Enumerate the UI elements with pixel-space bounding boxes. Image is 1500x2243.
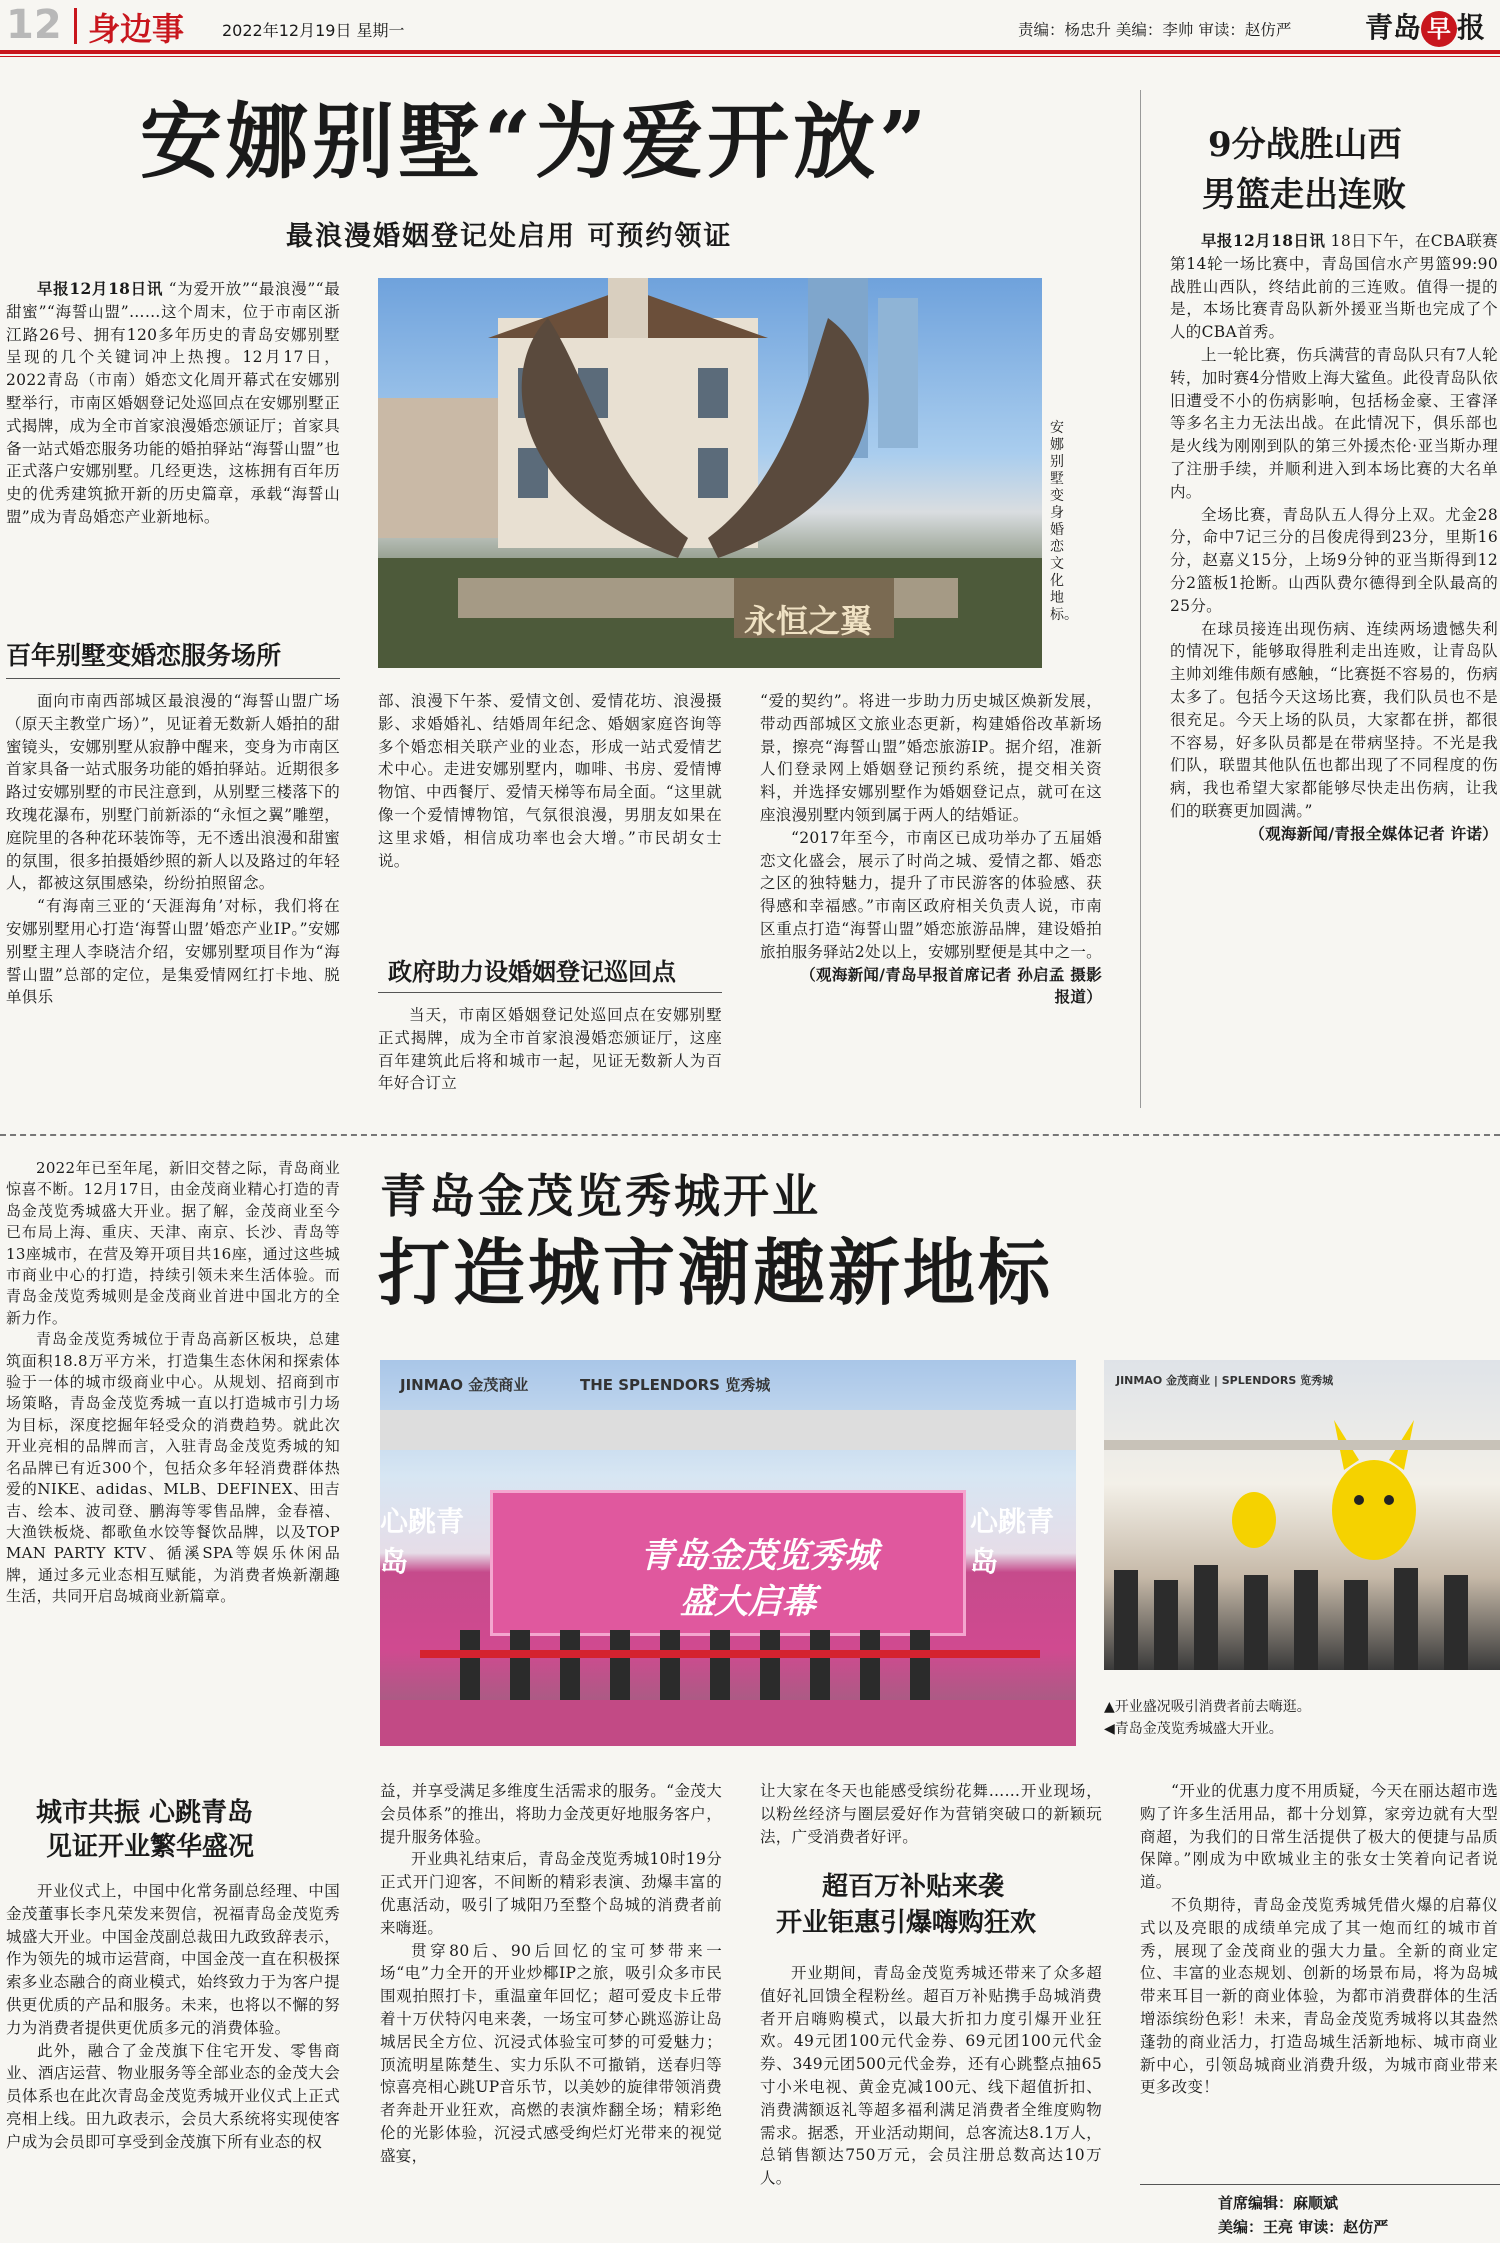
- header-rule: [0, 50, 1500, 54]
- newspaper-logo: 青岛 早 报: [1365, 6, 1485, 47]
- mall-crowd-illustration: [1104, 1360, 1500, 1670]
- basketball-article: 早报12月18日讯 18日下午，在CBA联赛第14轮一场比赛中，青岛国信水产男篮99:90战胜山西队，终结此前的三连败。值得一提的是，本场比赛青岛队新外援亚当斯也完成了个人的CBA首秀。 上一轮比赛，伤兵满营的青岛队只有7人轮转，加时赛4分惜败上海大鲨鱼。此役青岛队依旧遭受不小的伤病影响，包括杨金豪、王睿泽等多名主力无法出战。在此情况下，俱乐部也是火线为刚刚到队的第三外援杰伦·亚当斯办理了注册手续，并顺利进入到本场比赛的大名单内。 全场比赛，青岛队五人得分上双。尤金28分，命中7记三分的吕俊虎得到23分，里斯16分，赵嘉义15分，上场9分钟的亚当斯得到12分2篮板1抢断。山西队费尔德得到全队最高的25分。 在球员接连出现伤病、连续两场遗憾失利的情况下，能够取得胜利走出连败，让青岛队主帅刘维伟颇有感触，“比赛挺不容易的，伤病太多了。包括今天这场比赛，我们队员也不是很充足。今天上场的队员，大家都在拼，都很不容易，好多队员都是在带病坚持。不光是我们队，联盟其他队伍也都出现了不同程度的伤病，我也希望大家都能够尽快走出伤病，让我们的联赛更加圆满。” （观海新闻/青报全媒体记者 许诺）: [1170, 230, 1498, 1106]
- jinmao-col2: 益，并享受满足多维度生活需求的服务。“金茂大会员体系”的推出，将助力金茂更好地服务客户，提升服务体验。 开业典礼结束后，青岛金茂览秀城10时19分正式开门迎客，不间断的精彩表演、劲爆丰富的优惠活动，吸引了城阳乃至整个岛城的消费者前来嗨逛。 贯穿80后、90后回忆的宝可梦带来一场“电”力全开的开业炒椰IP之旅，吸引众多市民围观拍照打卡，重温童年回忆；超可爱皮卡丘带着十万伏特闪电来袭，一场宝可梦心跳巡游让岛城居民全方位、沉浸式体验宝可梦的可爱魅力；顶流明星陈楚生、实力乐队不可撤销，送春归等惊喜亮相心跳UP音乐节，以美妙的旋律带领消费者奔赴开业狂欢，高燃的表演炸翻全场；精彩绝伦的光影体验，沉浸式感受绚烂灯光带来的视觉盛宴，: [380, 1782, 722, 2165]
- lead-label: 早报12月18日讯: [37, 279, 164, 298]
- banner-line2: 盛大启幕: [680, 1582, 816, 1622]
- ceremony-people-illustration: [380, 1360, 1076, 1746]
- jinmao-col3-bottom: 开业期间，青岛金茂览秀城还带来了众多超值好礼回馈全程粉丝。超百万补贴携手岛城消费者开启嗨购模式，以最大折扣力度引爆开业狂欢。49元团100元代金券、69元团100元代金券、349元团500元代金券，还有心跳整点抽65寸小米电视、黄金克减100元、线下超值折扣、消费满额返礼等超多福利满足消费者全维度购物需求。据悉，开业活动期间，总客流达8.1万人，总销售额达750万元，会员注册总数高达10万人。: [760, 1964, 1102, 2188]
- jinmao-sub2-line2: 开业钜惠引爆嗨购狂欢: [776, 1908, 1037, 1938]
- section-title: 身边事: [88, 10, 185, 48]
- footer-rule: [1140, 2184, 1500, 2185]
- wings-sign: 永恒之翼: [744, 602, 873, 640]
- article1-headline: 安娜别墅“为爱开放”: [140, 94, 931, 190]
- jinmao-sub1-line1: 城市共振 心跳青岛: [36, 1798, 254, 1828]
- anna-villa-photo: [378, 278, 1042, 668]
- page-number: 12: [6, 2, 62, 48]
- mall-logo: JINMAO 金茂商业 | SPLENDORS 览秀城: [1116, 1374, 1334, 1387]
- article1-subhead: 最浪漫婚姻登记处启用 可预约领证: [286, 221, 733, 252]
- caption-mall: ▲开业盛况吸引消费者前去嗨逛。: [1104, 1699, 1311, 1715]
- banner-side-right: 心跳青岛: [970, 1505, 1055, 1578]
- jinmao-col3-top: 让大家在冬天也能感受缤纷花舞……开业现场，以粉丝经济与圈层爱好作为营销突破口的新颖玩法，广受消费者好评。: [760, 1782, 1102, 1846]
- opening-ceremony-photo: [380, 1360, 1076, 1746]
- section-rule: [6, 678, 340, 679]
- header-editors: 责编：杨忠升 美编：李帅 审读：赵仿严: [1018, 21, 1292, 39]
- mall-interior-photo: [1104, 1360, 1500, 1670]
- article1-col2-bottom: 当天，市南区婚姻登记处巡回点在安娜别墅正式揭牌，成为全市首家浪漫婚恋颁证厅，这座百年建筑此后将和城市一起，见证无数新人为百年好合订立: [378, 1006, 722, 1093]
- article1-col1-top: 早报12月18日讯 “为爱开放”“最浪漫”“最甜蜜”“海誓山盟”……这个周末，位于市南区浙江路26号、拥有120多年历史的青岛安娜别墅呈现的几个关键词冲上热搜。12月17日，2022青岛（市南）婚恋文化周开幕式在安娜别墅举行，市南区婚姻登记处巡回点在安娜别墅正式揭牌，成为全市首家浪漫婚恋颁证厅；首家具备一站式婚恋服务功能的婚拍驿站“海誓山盟”也正式落户安娜别墅。几经更迭，这栋拥有百年历史的优秀建筑掀开新的历史篇章，承载“海誓山盟”成为青岛婚恋产业新地标。: [6, 279, 340, 526]
- photo-captions: [1104, 1696, 1311, 1740]
- jinmao-col4: “开业的优惠力度不用质疑，今天在丽达超市选购了许多生活用品，都十分划算，家旁边就有大型商超，为我们的日常生活提供了极大的便捷与品质保障。”刚成为中欧城业主的张女士笑着向记者说道。 不负期待，青岛金茂览秀城凭借火爆的启幕仪式以及亮眼的成绩单完成了其一炮而红的城市首秀，展现了金茂商业的强大力量。全新的商业定位、丰富的业态规划、创新的场景布局，将为岛城带来耳目一新的商业体验，为都市消费群体的生活增添缤纷色彩！未来，青岛金茂览秀城将以其盎然蓬勃的商业活力，打造岛城生活新地标、城市商业新中心，引领岛城商业消费升级，为城市商业带来更多改变！: [1140, 1782, 1498, 2097]
- article1-section1-title: 百年别墅变婚恋服务场所: [6, 641, 282, 670]
- jinmao-logo: JINMAO 金茂商业: [400, 1376, 529, 1394]
- section-rule: [378, 992, 722, 993]
- jinmao-sub1-line2: 见证开业繁华盛况: [46, 1832, 255, 1862]
- jinmao-headline-1: 青岛金茂览秀城开业: [380, 1169, 821, 1223]
- header-separator: [74, 8, 77, 44]
- splendors-logo: THE SPLENDORS 览秀城: [580, 1376, 771, 1394]
- footer-design-editor: 美编：王亮 审读：赵仿严: [1218, 2218, 1389, 2236]
- jinmao-headline-2: 打造城市潮趣新地标: [378, 1230, 1054, 1315]
- article1-col3: “爱的契约”。将进一步助力历史城区焕新发展，带动西部城区文旅业态更新，构建婚俗改革新场景，擦亮“海誓山盟”婚恋旅游IP。据介绍，准新人们登录网上婚姻登记预约系统，提交相关资料，并选择安娜别墅作为婚姻登记点，就可在这座浪漫别墅内领到属于两人的结婚证。 “2017年至今，市南区已成功举办了五届婚恋文化盛会，展示了时尚之城、爱情之都、婚恋之区的独特魅力，提升了市民游客的体验感、获得感和幸福感。”市南区政府相关负责人说，市南区重点打造“海誓山盟”婚恋旅游品牌，建设婚拍旅拍服务驿站2处以上，安娜别墅便是其中之一。 （观海新闻/青岛早报首席记者 孙启孟 摄影报道）: [760, 690, 1102, 1104]
- banner-line1: 青岛金茂览秀城: [640, 1536, 878, 1576]
- jinmao-col1: 开业仪式上，中国中化常务副总经理、中国金茂董事长李凡荣发来贺信，祝福青岛金茂览秀城盛大开业。中国金茂副总裁田九政致辞表示，作为领先的城市运营商，中国金茂一直在积极探索多业态融合的商业模式，始终致力于为客户提供更优质的产品和服务。未来，也将以不懈的努力为消费者提供更优质多元的消费体验。 此外，融合了金茂旗下住宅开发、零售商业、酒店运营、物业服务等全部业态的金茂大会员体系也在此次青岛金茂览秀城开业仪式上正式亮相上线。田九政表示，会员大系统将实现使客户成为会员即可享受到金茂旗下所有业态的权: [6, 1882, 340, 2151]
- article1-section2-title: 政府助力设婚姻登记巡回点: [388, 958, 676, 986]
- header-rule-thin: [0, 56, 1500, 57]
- anna-villa-illustration: [378, 278, 1042, 668]
- anna-villa-caption: 安娜别墅变身婚恋文化地标。: [1050, 420, 1078, 623]
- article1-col1-bottom: 面向市南西部城区最浪漫的“海誓山盟广场（原天主教堂广场）”，见证着无数新人婚拍的甜蜜镜头，安娜别墅从寂静中醒来，变身为市南区首家具备一站式服务功能的婚拍驿站。近期很多路过安娜别墅的市民注意到，从别墅三楼落下的玫瑰花瀑布，别墅门前新添的“永恒之翼”雕塑，庭院里的各种花环装饰等，无不透出浪漫和甜蜜的氛围，很多拍摄婚纱照的新人以及路过的年轻人，都被这氛围感染，纷纷拍照留念。 “有海南三亚的‘天涯海角’对标，我们将在安娜别墅用心打造‘海誓山盟’婚恋产业IP。”安娜别墅主理人李晓洁介绍，安娜别墅项目作为“海誓山盟”总部的定位，是集爱情网红打卡地、脱单俱乐: [6, 692, 340, 1007]
- article1-credit: （观海新闻/青岛早报首席记者 孙启孟 摄影报道）: [800, 964, 1102, 1007]
- article-separator: [0, 1134, 1500, 1136]
- jinmao-sub2-line1: 超百万补贴来袭: [822, 1872, 1005, 1902]
- caption-ceremony: ◀青岛金茂览秀城盛大开业。: [1104, 1721, 1283, 1737]
- article1-col2-top: 部、浪漫下午茶、爱情文创、爱情花坊、浪漫摄影、求婚婚礼、结婚周年纪念、婚姻家庭咨询等多个婚恋相关联产业的业态，形成一站式爱情艺术中心。走进安娜别墅内，咖啡、书房、爱情博物馆、中西餐厅、爱情天梯等布局全面。“这里就像一个爱情博物馆，气氛很浪漫，男朋友如果在这里求婚，相信成功率也会大增。”市民胡女士说。: [378, 692, 722, 870]
- basketball-headline-2: 男篮走出连败: [1202, 175, 1406, 215]
- basketball-credit: （观海新闻/青报全媒体记者 许诺）: [1249, 823, 1498, 843]
- banner-side-left: 心跳青岛: [380, 1505, 465, 1578]
- footer-chief-editor: 首席编辑：麻顺斌: [1218, 2194, 1339, 2212]
- jinmao-left-column: 2022年已至年尾，新旧交替之际，青岛商业惊喜不断。12月17日，由金茂商业精心打造的青岛金茂览秀城盛大开业。据了解，金茂商业至今已布局上海、重庆、天津、南京、长沙、青岛等13座城市，在营及筹开项目共16座，通过这些城市商业中心的打造，持续引领未来生活体验。而青岛金茂览秀城则是金茂商业首进中国北方的全新力作。 青岛金茂览秀城位于青岛高新区板块，总建筑面积18.8万平方米，打造集生态休闲和探索体验于一体的城市级商业中心。从规划、招商到市场策略，青岛金茂览秀城一直以打造城市引力场为目标，深度挖掘年轻受众的消费趋势。就此次开业亮相的品牌而言，入驻青岛金茂览秀城的知名品牌已有近300个，包括众多年轻消费群体热爱的NIKE、adidas、MLB、DEFINEX、田吉吉、绘本、波司登、鹏海等零售品牌，金春禧、大渔铁板烧、都歌鱼水饺等餐饮品牌，以及TOP MAN PARTY KTV、循溪SPA等娱乐休闲品牌，通过多元业态相互赋能，为消费者焕新潮趣生活，共同开启岛城商业新篇章。: [6, 1159, 340, 1606]
- issue-date: 2022年12月19日 星期一: [222, 21, 405, 40]
- basketball-headline-1: 9分战胜山西: [1208, 125, 1402, 165]
- column-rule: [1140, 90, 1141, 1108]
